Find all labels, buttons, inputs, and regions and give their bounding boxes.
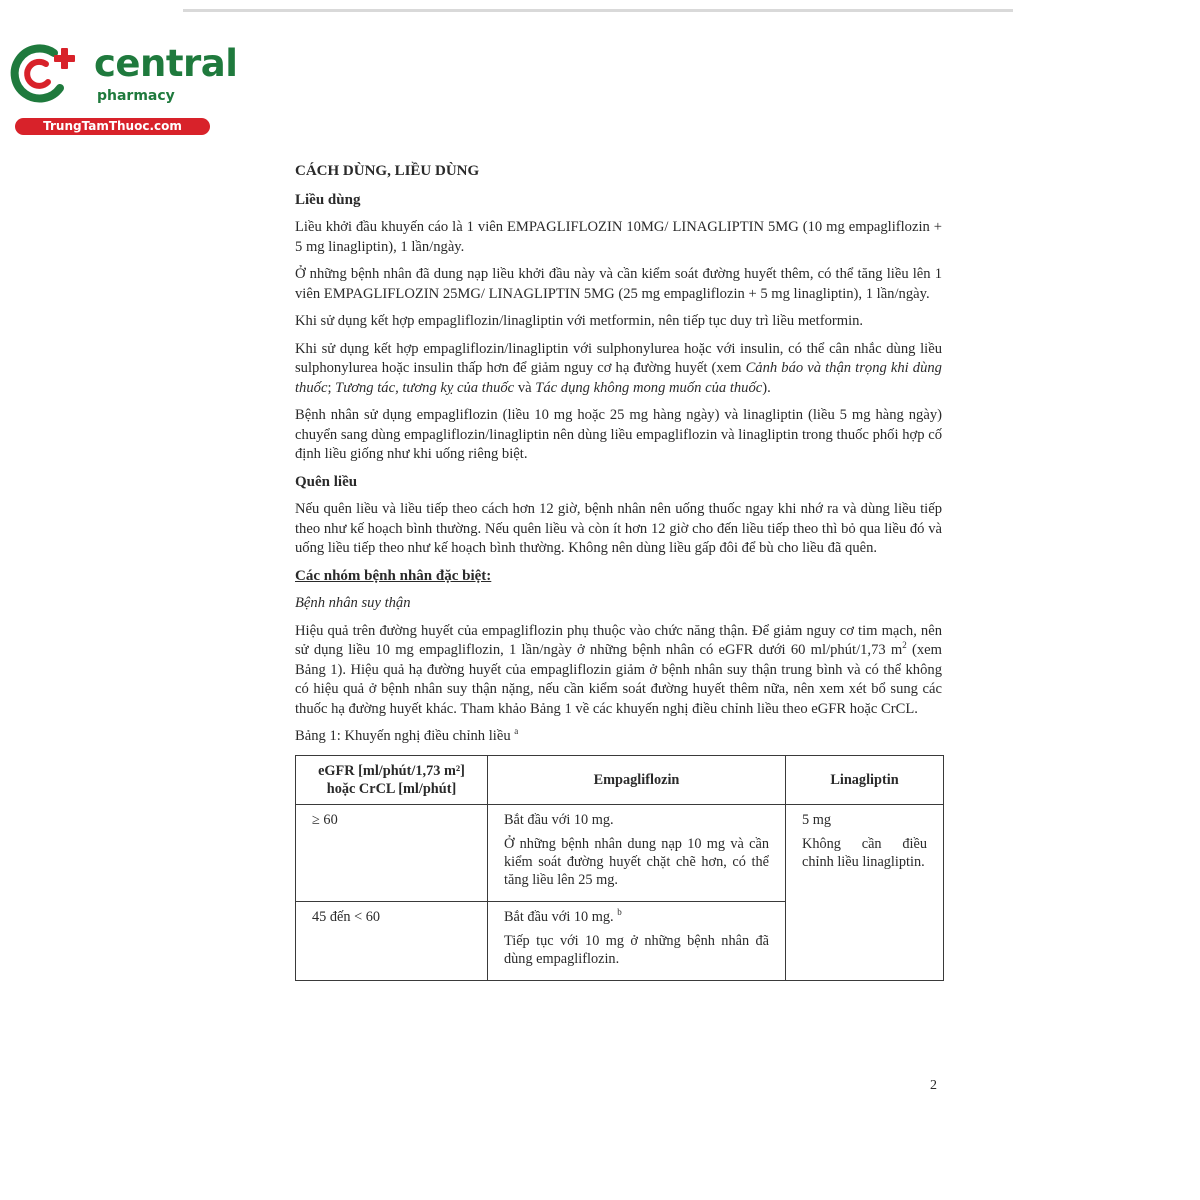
logo-name: central <box>94 42 238 85</box>
table-row <box>296 804 944 901</box>
renal-p-start: Hiệu quả trên đường huyết của empagliflozin phụ thuộc vào chức năng thận. Để giảm nguy cơ tim mạch, nên sử dụng liều 10 mg empagliflozin, 1 lần/ngày ở những bệnh nhân có eGFR dưới 60 ml/phút/1,73 m <box>295 622 942 658</box>
row1-empa-line2: Ở những bệnh nhân dung nạp 10 mg và cần kiểm soát đường huyết chặt chẽ hơn, có thể tăng liều lên 25 mg. <box>504 835 769 888</box>
table-caption-sup: a <box>514 726 519 737</box>
dosage-heading: Liều dùng <box>295 191 361 208</box>
header-empagliflozin: Empagliflozin <box>488 755 786 804</box>
row1-empa-line1: Bắt đầu với 10 mg. <box>504 811 614 828</box>
renal-p-sup: 2 <box>902 640 907 651</box>
row2-empagliflozin <box>488 901 786 980</box>
missed-dose-heading: Quên liều <box>295 473 358 490</box>
row1-egfr: ≥ 60 <box>296 804 488 901</box>
document-body <box>295 162 942 981</box>
section-title: CÁCH DÙNG, LIỀU DÙNG <box>295 163 480 179</box>
header-egfr-line1: eGFR [ml/phút/1,73 m²] <box>318 762 465 779</box>
renal-impairment-heading: Bệnh nhân suy thận <box>295 595 411 611</box>
row2-empa-line2: Tiếp tục với 10 mg ở những bệnh nhân đã dùng empagliflozin. <box>504 932 769 967</box>
header-egfr <box>296 755 488 804</box>
renal-paragraph <box>295 622 942 720</box>
top-scan-rule <box>183 9 1013 12</box>
dosage-paragraph-1: Liều khởi đầu khuyến cáo là 1 viên EMPAGLIFLOZIN 10MG/ LINAGLIPTIN 5MG (10 mg empagliflozin + 5 mg linagliptin), 1 lần/ngày. <box>295 219 942 255</box>
dosage-p4-ref-warnings: Cảnh báo và thận trọng khi dùng thuốc <box>295 360 942 396</box>
dosage-p4-sep2: và <box>514 379 536 396</box>
dosage-p4-ref-interactions: Tương tác, tương kỵ của thuốc <box>335 379 515 396</box>
logo-subtitle: pharmacy <box>97 88 175 104</box>
missed-dose-paragraph: Nếu quên liều và liều tiếp theo cách hơn 12 giờ, bệnh nhân nên uống thuốc ngay khi nhớ ra và dùng liều tiếp theo như kế hoạch bình thường. Nếu quên liều và còn ít hơn 12 giờ cho đến liều tiếp theo thì bỏ qua liều đó và uống liều tiếp theo như kế hoạch bình thường. Không nên dùng liều gấp đôi để bù cho liều đã quên. <box>295 501 942 556</box>
row2-empa-line1-text: Bắt đầu với 10 mg. <box>504 908 618 925</box>
table-header-row <box>296 755 944 804</box>
dosage-paragraph-5: Bệnh nhân sử dụng empagliflozin (liều 10 mg hoặc 25 mg hàng ngày) và linagliptin (liều 5 mg hàng ngày) chuyển sang dùng empagliflozin/linagliptin nên dùng liều empagliflozin và linagliptin trong thuốc phối hợp cố định liều giống như khi uống riêng biệt. <box>295 407 942 462</box>
logo-website-badge[interactable]: TrungTamThuoc.com <box>15 118 210 135</box>
row2-egfr: 45 đến < 60 <box>296 901 488 980</box>
dosage-p4-ref-adverse: Tác dụng không mong muốn của thuốc <box>535 379 763 396</box>
row2-empa-sup: b <box>617 906 622 917</box>
row2-empa-line1 <box>504 908 769 926</box>
dosage-paragraph-2: Ở những bệnh nhân đã dung nạp liều khởi đầu này và cần kiểm soát đường huyết thêm, có thể tăng liều lên 1 viên EMPAGLIFLOZIN 25MG/ LINAGLIPTIN 5MG (25 mg empagliflozin + 5 mg linagliptin), 1 lần/ngày. <box>295 266 942 302</box>
central-pharmacy-logo[interactable] <box>8 38 238 138</box>
dosage-paragraph-4 <box>295 340 942 399</box>
dosage-paragraph-3: Khi sử dụng kết hợp empagliflozin/linagliptin với metformin, nên tiếp tục duy trì liều metformin. <box>295 313 864 329</box>
lina-note: Không cần điều chỉnh liều linagliptin. <box>802 835 927 870</box>
row1-empagliflozin <box>488 804 786 901</box>
pharmacy-cross-logo-icon <box>8 38 88 108</box>
special-populations-heading: Các nhóm bệnh nhân đặc biệt: <box>295 567 492 584</box>
linagliptin-cell <box>786 804 944 980</box>
table-caption-text: Bảng 1: Khuyến nghị điều chỉnh liều <box>295 728 515 744</box>
dosage-p4-end: ). <box>762 379 771 396</box>
header-linagliptin: Linagliptin <box>786 755 944 804</box>
lina-dose: 5 mg <box>802 811 831 828</box>
page-number: 2 <box>930 1078 937 1093</box>
dosage-p4-sep1: ; <box>327 379 336 396</box>
header-egfr-line2: hoặc CrCL [ml/phút] <box>326 780 457 797</box>
dose-adjustment-table <box>295 755 944 981</box>
table-caption <box>295 727 942 747</box>
renal-p-end: (xem Bảng 1). Hiệu quả hạ đường huyết của empagliflozin giảm ở bệnh nhân suy thận trung bình và có thể không có hiệu quả ở bệnh nhân suy thận nặng, nếu cần kiểm soát đường huyết thêm nữa, nên xem xét bổ sung các thuốc hạ đường huyết khác. Tham khảo Bảng 1 về các khuyến nghị điều chỉnh liều theo eGFR hoặc CrCL. <box>295 642 942 717</box>
dosage-p4-start: Khi sử dụng kết hợp empagliflozin/linagliptin với sulphonylurea hoặc với insulin, có thể cân nhắc dùng liều sulphonylurea hoặc insulin thấp hơn để giảm nguy cơ hạ đường huyết (xem <box>295 340 942 376</box>
